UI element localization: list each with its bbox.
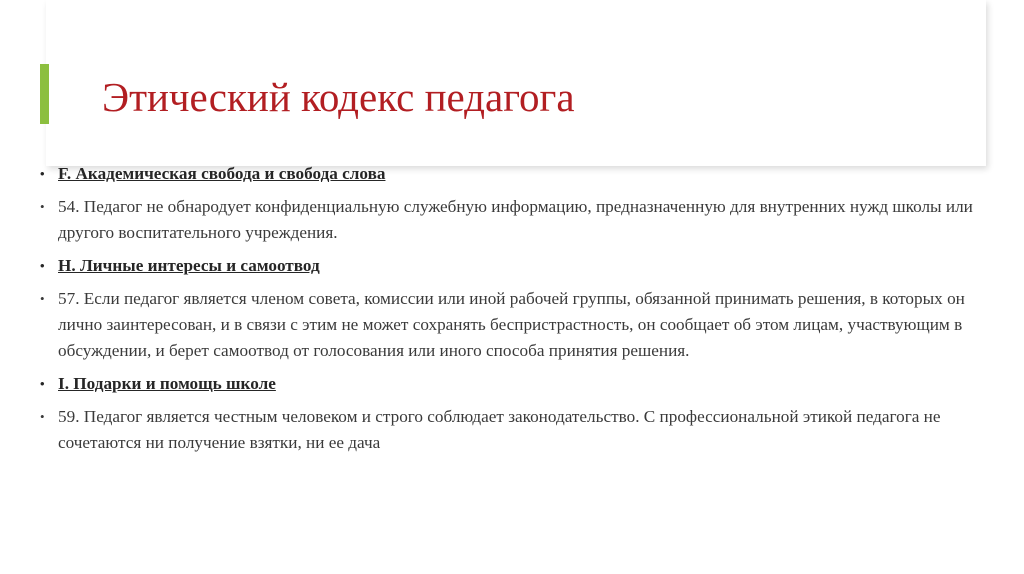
bullet-dot: • xyxy=(40,291,45,306)
bullet-item-57 xyxy=(40,286,1000,364)
bullet-text: F. Академическая свобода и свобода слова xyxy=(58,164,386,183)
bullet-item-heading-f xyxy=(40,161,1000,187)
title-accent-bar xyxy=(40,64,49,124)
bullet-dot: • xyxy=(40,199,45,214)
bullet-text: 57. Если педагог является членом совета, комиссии или иной рабочей группы, обязанной принимать решения, в которых он лично заинтересован, и в связи с этим не может сохранять беспристрастность, он сообщает об этом лицам, участвующим в обсуждении, и берет самоотвод от голосования или иного способа принятия решения. xyxy=(58,289,965,360)
bullet-text: 59. Педагог является честным человеком и строго соблюдает законодательство. С профессиональной этикой педагога не сочетаются ни получение взятки, ни ее дача xyxy=(58,407,941,452)
bullet-dot: • xyxy=(40,409,45,424)
bullet-text: H. Личные интересы и самоотвод xyxy=(58,256,320,275)
bullet-item-heading-i xyxy=(40,371,1000,397)
bullet-dot: • xyxy=(40,258,45,273)
bullet-text: I. Подарки и помощь школе xyxy=(58,374,276,393)
slide-title: Этический кодекс педагога xyxy=(102,74,575,120)
bullet-item-54 xyxy=(40,194,1000,246)
bullet-list xyxy=(40,161,1000,463)
bullet-dot: • xyxy=(40,376,45,391)
bullet-item-59 xyxy=(40,404,1000,456)
bullet-item-heading-h xyxy=(40,253,1000,279)
bullet-dot: • xyxy=(40,166,45,181)
bullet-text: 54. Педагог не обнародует конфиденциальную служебную информацию, предназначенную для внутренних нужд школы или другого воспитательного учреждения. xyxy=(58,197,973,242)
